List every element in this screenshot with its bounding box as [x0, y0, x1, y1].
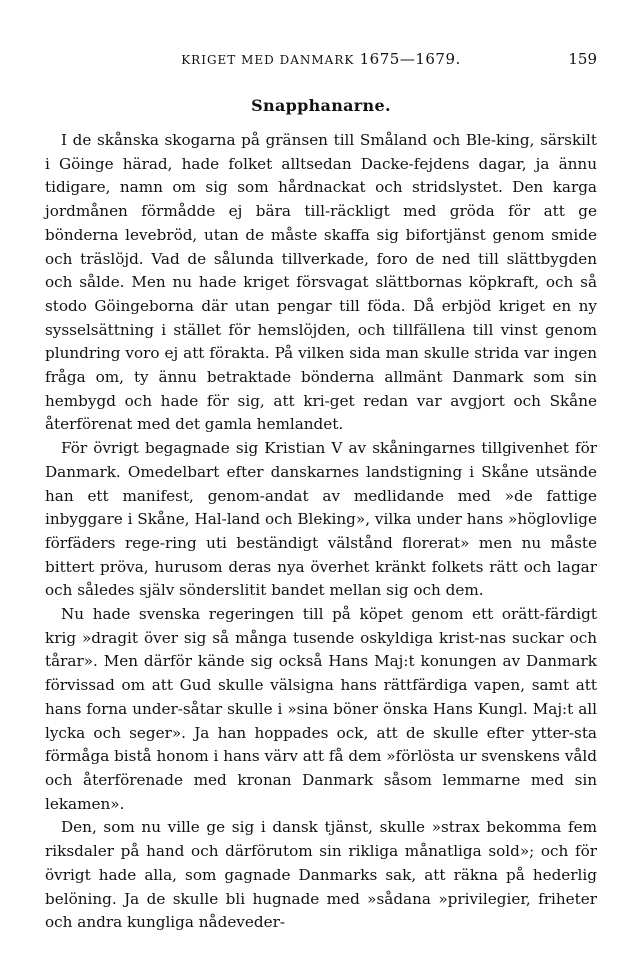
- paragraph: Den, som nu ville ge sig i dansk tjänst, skulle »strax bekomma fem riksdaler på hand och därförutom sin rikliga månatliga sold»; och för övrigt hade alla, som gagnade Danmarks sak, att räkna på hederlig belöning. Ja de skulle bli hugnade med »sådana »privilegier, friheter och andra kungliga nådeveder-: [45, 818, 597, 932]
- running-title-text: KRIGET MED DANMARK: [181, 53, 355, 67]
- section-title: Snapphanarne.: [251, 96, 391, 115]
- running-title-years: 1675—1679.: [359, 50, 461, 68]
- book-page: [45, 50, 597, 935]
- page-header: [45, 50, 597, 76]
- running-title: [45, 50, 597, 68]
- paragraph: Nu hade svenska regeringen till på köpet genom ett orätt-färdigt krig »dragit över sig så många tusende oskyldiga krist-nas suckar och tårar». Men därför kände sig också Hans Maj:t konungen av Danmark förvissad om att Gud skulle välsigna hans rättfärdiga vapen, samt att hans forna under-såtar skulle i »sina böner önska Hans Kungl. Maj:t all lycka och seger». Ja han hoppades ock, att de skulle efter ytter-sta förmåga bistå honom i hans värv att få dem »förlösta ur svenskens våld och återförenade med kronan Danmark såsom lemmarne med sin lekamen».: [45, 605, 597, 813]
- page-number: 159: [568, 50, 597, 68]
- paragraph: I de skånska skogarna på gränsen till Småland och Ble-king, särskilt i Göinge härad, hade folket alltsedan Dacke-fejdens dagar, ja ännu tidigare, namn om sig som hårdnackat och stridslystet. Den karga jordmånen förmådde ej bära till-räckligt med gröda för att ge bönderna levebröd, utan de måste skaffa sig bifortjänst genom smide och träslöjd. Vad de sålunda tillverkade, foro de ned till slättbygden och sålde. Men nu hade kriget försvagat slättbornas köpkraft, och så stodo Göingeborna där utan pengar till föda. Då erbjöd kriget en ny sysselsättning i stället för hemslöjden, och tillfällena till vinst genom plundring voro ej att förakta. På vilken sida man skulle strida var ingen fråga om, ty ännu betraktade bönderna allmänt Danmark som sin hembygd och hade för sig, att kri-get redan var avgjort och Skåne återförenat med det gamla hemlandet.: [45, 131, 597, 434]
- paragraph: För övrigt begagnade sig Kristian V av skåningarnes tillgivenhet för Danmark. Omedelbart efter danskarnes landstigning i Skåne utsände han ett manifest, genom-andat av medlidande med »de fattige inbyggare i Skåne, Hal-land och Bleking», vilka under hans »höglovlige förfäders rege-ring uti beständigt välstånd florerat» men nu måste bittert pröva, hurusom deras nya överhet kränkt folkets rätt och lagar och således själv sönderslitit bandet mellan sig och dem.: [45, 439, 597, 600]
- body-text: [45, 129, 597, 935]
